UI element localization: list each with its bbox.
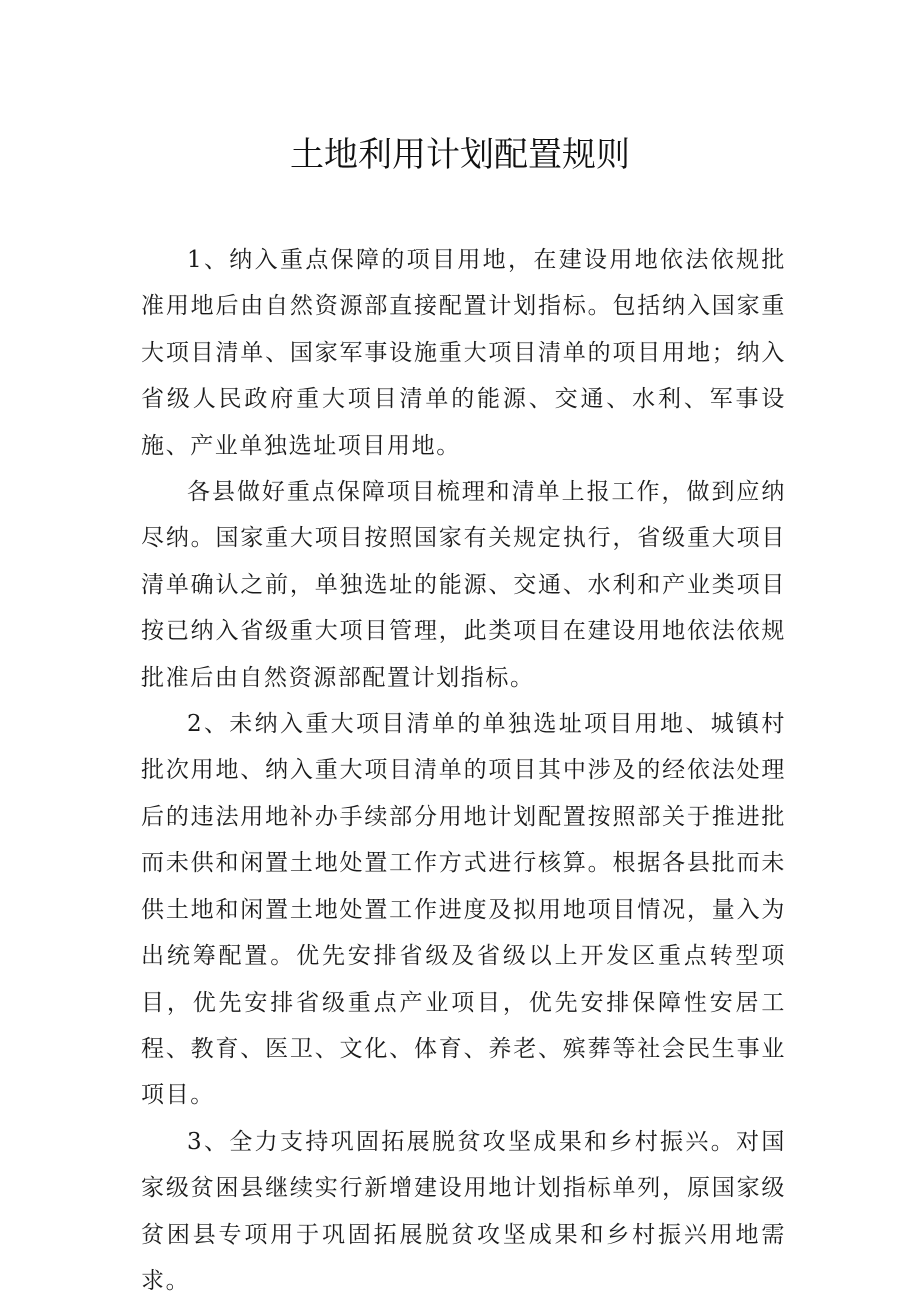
document-body: [141, 237, 786, 1304]
document-title: 土地利用计划配置规则: [290, 135, 630, 175]
paragraph-3: 2、未纳入重大项目清单的单独选址项目用地、城镇村批次用地、纳入重大项目清单的项目其中涉及的经依法处理后的违法用地补办手续部分用地计划配置按照部关于推进批而未供和闲置土地处置工作方式进行核算。根据各县批而未供土地和闲置土地处置工作进度及拟用地项目情况，量入为出统筹配置。优先安排省级及省级以上开发区重点转型项目，优先安排省级重点产业项目，优先安排保障性安居工程、教育、医卫、文化、体育、养老、殡葬等社会民生事业项目。: [141, 711, 786, 1109]
paragraph-4: 3、全力支持巩固拓展脱贫攻坚成果和乡村振兴。对国家级贫困县继续实行新增建设用地计划指标单列，原国家级贫困县专项用于巩固拓展脱贫攻坚成果和乡村振兴用地需求。: [141, 1128, 786, 1294]
paragraph-1: 1、纳入重点保障的项目用地，在建设用地依法依规批准用地后由自然资源部直接配置计划指标。包括纳入国家重大项目清单、国家军事设施重大项目清单的项目用地；纳入省级人民政府重大项目清单的能源、交通、水利、军事设施、产业单独选址项目用地。: [141, 247, 786, 459]
paragraph-2: 各县做好重点保障项目梳理和清单上报工作，做到应纳尽纳。国家重大项目按照国家有关规定执行，省级重大项目清单确认之前，单独选址的能源、交通、水利和产业类项目按已纳入省级重大项目管理，此类项目在建设用地依法依规批准后由自然资源部配置计划指标。: [141, 479, 786, 691]
